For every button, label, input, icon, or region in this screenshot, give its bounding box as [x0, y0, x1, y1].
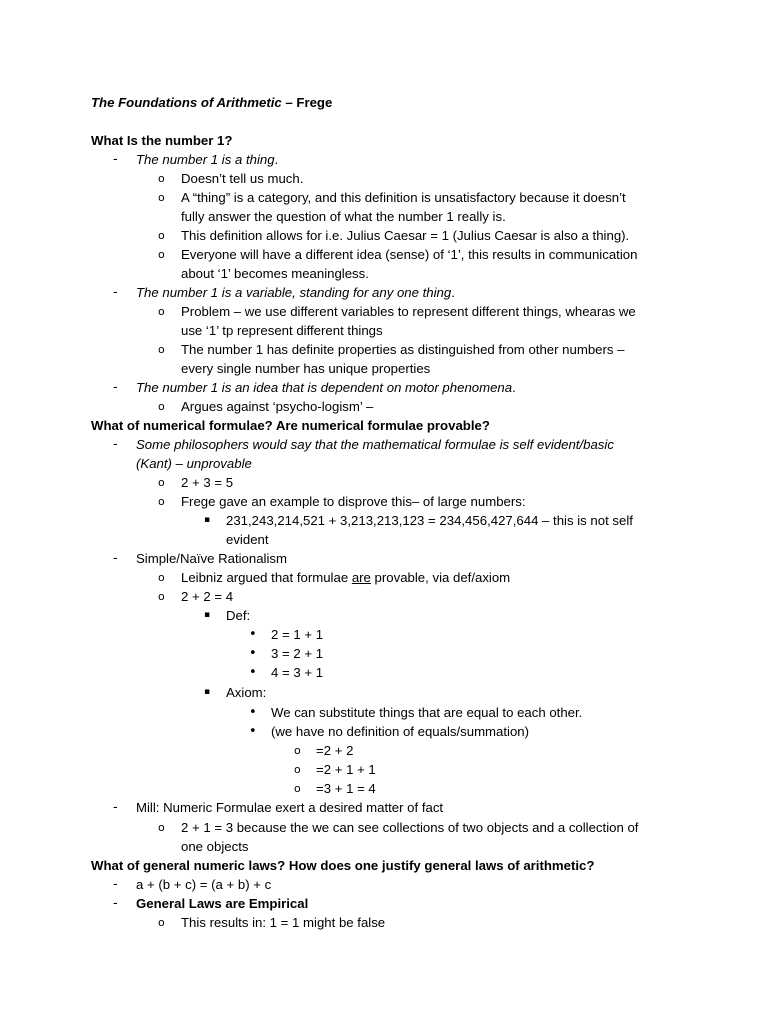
level4-item: (we have no definition of equals/summation)	[271, 724, 530, 739]
document-title	[91, 93, 332, 112]
sub-item: 2 + 1 = 3 because the we can see collections of two objects and a collection of	[181, 820, 639, 835]
square-marker: ▪	[204, 610, 211, 620]
sub-item: Frege gave an example to disprove this– of large numbers:	[181, 494, 526, 509]
sub-item: 2 + 2 = 4	[181, 589, 234, 604]
sub-item-continuation: about ‘1’ becomes meaningless.	[181, 266, 369, 281]
title-separator: –	[281, 95, 297, 110]
dash-marker: -	[113, 800, 118, 815]
circle-marker: o	[294, 763, 301, 776]
sub-item: Doesn’t tell us much.	[181, 171, 304, 186]
circle-marker: o	[158, 305, 165, 318]
sub-item: This results in: 1 = 1 might be false	[181, 915, 386, 930]
bullet-item: The number 1 is a variable, standing for any one thing.	[136, 285, 455, 300]
dash-marker: -	[113, 380, 118, 395]
bullet-item: Mill: Numeric Formulae exert a desired matter of fact	[136, 800, 444, 815]
title-author: Frege	[296, 95, 333, 110]
level5-item: =2 + 1 + 1	[316, 762, 376, 777]
bullet-item-continuation: (Kant) – unprovable	[136, 456, 252, 471]
sub-item-continuation: use ‘1’ tp represent different things	[181, 323, 383, 338]
circle-marker: o	[158, 590, 165, 603]
dot-marker: •	[249, 705, 257, 720]
dot-marker: •	[249, 724, 257, 739]
dash-marker: -	[113, 551, 118, 566]
title-work: The Foundations of Arithmetic	[91, 95, 282, 110]
level4-item: We can substitute things that are equal to each other.	[271, 705, 583, 720]
circle-marker: o	[294, 782, 301, 795]
section-heading: What of general numeric laws? How does one justify general laws of arithmetic?	[91, 858, 595, 873]
section-heading: What of numerical formulae? Are numerical formulae provable?	[91, 418, 490, 433]
sub-item: 2 + 3 = 5	[181, 475, 234, 490]
sub-sub-item: Axiom:	[226, 685, 267, 700]
dash-marker: -	[113, 877, 118, 892]
circle-marker: o	[158, 229, 165, 242]
sub-item-continuation: fully answer the question of what the number 1 really is.	[181, 209, 506, 224]
bullet-item: General Laws are Empirical	[136, 896, 309, 911]
circle-marker: o	[158, 495, 165, 508]
dot-marker: •	[249, 665, 257, 680]
square-marker: ▪	[204, 515, 211, 525]
sub-sub-item: Def:	[226, 608, 251, 623]
bullet-item: a + (b + c) = (a + b) + c	[136, 877, 272, 892]
sub-item: Leibniz argued that formulae are provable, via def/axiom	[181, 570, 511, 585]
circle-marker: o	[158, 821, 165, 834]
dot-marker: •	[249, 627, 257, 642]
sub-item: Everyone will have a different idea (sense) of ‘1’, this results in communication	[181, 247, 638, 262]
dot-marker: •	[249, 646, 257, 661]
level4-item: 3 = 2 + 1	[271, 646, 324, 661]
level5-item: =2 + 2	[316, 743, 354, 758]
sub-sub-item-continuation: evident	[226, 532, 269, 547]
bullet-item: The number 1 is an idea that is dependent on motor phenomena.	[136, 380, 516, 395]
circle-marker: o	[158, 476, 165, 489]
circle-marker: o	[294, 744, 301, 757]
dash-marker: -	[113, 437, 118, 452]
sub-item: The number 1 has definite properties as distinguished from other numbers –	[181, 342, 625, 357]
circle-marker: o	[158, 916, 165, 929]
bullet-item: Some philosophers would say that the mathematical formulae is self evident/basic	[136, 437, 614, 452]
level4-item: 2 = 1 + 1	[271, 627, 324, 642]
circle-marker: o	[158, 343, 165, 356]
bullet-item: Simple/Naïve Rationalism	[136, 551, 287, 566]
sub-item: This definition allows for i.e. Julius Caesar = 1 (Julius Caesar is also a thing).	[181, 228, 630, 243]
level4-item: 4 = 3 + 1	[271, 665, 324, 680]
sub-item: Problem – we use different variables to represent different things, whearas we	[181, 304, 636, 319]
circle-marker: o	[158, 248, 165, 261]
sub-item: Argues against ‘psycho-logism’ –	[181, 399, 374, 414]
dash-marker: -	[113, 285, 118, 300]
sub-sub-item: 231,243,214,521 + 3,213,213,123 = 234,456,427,644 – this is not self	[226, 513, 633, 528]
circle-marker: o	[158, 571, 165, 584]
dash-marker: -	[113, 152, 118, 167]
circle-marker: o	[158, 400, 165, 413]
section-heading: What Is the number 1?	[91, 133, 233, 148]
dash-marker: -	[113, 896, 118, 911]
sub-item-continuation: every single number has unique properties	[181, 361, 431, 376]
circle-marker: o	[158, 191, 165, 204]
level5-item: =3 + 1 = 4	[316, 781, 376, 796]
bullet-item: The number 1 is a thing.	[136, 152, 279, 167]
sub-item-continuation: one objects	[181, 839, 249, 854]
circle-marker: o	[158, 172, 165, 185]
sub-item: A “thing” is a category, and this definition is unsatisfactory because it doesn’t	[181, 190, 626, 205]
square-marker: ▪	[204, 687, 211, 697]
